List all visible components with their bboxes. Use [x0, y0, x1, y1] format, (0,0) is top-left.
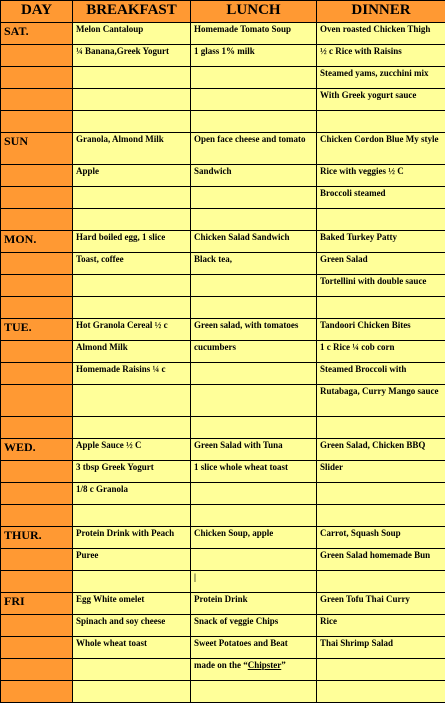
breakfast-cell: Hard boiled egg, 1 slice [73, 231, 191, 253]
breakfast-cell: Hot Granola Cereal ½ c [73, 319, 191, 341]
lunch-cell: Protein Drink [191, 593, 317, 615]
table-row [1, 165, 445, 187]
table-row [1, 45, 445, 67]
lunch-cell: Black tea, [191, 253, 317, 275]
table-row [1, 67, 445, 89]
lunch-cell [191, 505, 317, 527]
lunch-cell [191, 297, 317, 319]
lunch-cell [191, 681, 317, 703]
breakfast-cell [73, 505, 191, 527]
dinner-cell: Green Tofu Thai Curry [317, 593, 445, 615]
day-cell [1, 209, 73, 231]
day-cell [1, 363, 73, 385]
header-row [1, 1, 445, 23]
table-row [1, 187, 445, 209]
table-row [1, 417, 445, 439]
day-cell [1, 659, 73, 681]
day-cell: WED. [1, 439, 73, 461]
dinner-cell: Green Salad [317, 253, 445, 275]
breakfast-cell: Puree [73, 549, 191, 571]
dinner-cell: Carrot, Squash Soup [317, 527, 445, 549]
day-cell [1, 253, 73, 275]
breakfast-cell: Whole wheat toast [73, 637, 191, 659]
lunch-cell [191, 483, 317, 505]
dinner-cell: With Greek yogurt sauce [317, 89, 445, 111]
dinner-cell [317, 209, 445, 231]
dinner-cell: Baked Turkey Patty [317, 231, 445, 253]
breakfast-cell: Apple Sauce ½ C [73, 439, 191, 461]
table-row [1, 681, 445, 703]
breakfast-cell [73, 89, 191, 111]
lunch-cell [191, 89, 317, 111]
breakfast-cell: Spinach and soy cheese [73, 615, 191, 637]
lunch-cell [191, 417, 317, 439]
day-cell [1, 417, 73, 439]
dinner-cell [317, 111, 445, 133]
table-row [1, 461, 445, 483]
dinner-cell: Rutabaga, Curry Mango sauce [317, 385, 445, 417]
lunch-cell: cucumbers [191, 341, 317, 363]
dinner-cell: Green Salad, Chicken BBQ [317, 439, 445, 461]
day-cell [1, 45, 73, 67]
dinner-cell [317, 505, 445, 527]
day-cell [1, 165, 73, 187]
table-row [1, 593, 445, 615]
breakfast-cell [73, 111, 191, 133]
table-row [1, 549, 445, 571]
lunch-cell [191, 209, 317, 231]
lunch-cell: Chicken Soup, apple [191, 527, 317, 549]
table-row [1, 23, 445, 45]
dinner-cell: Tortellini with double sauce [317, 275, 445, 297]
day-cell [1, 341, 73, 363]
lunch-cell: 1 glass 1% milk [191, 45, 317, 67]
header-lunch: LUNCH [191, 1, 317, 23]
breakfast-cell: ¼ Banana,Greek Yogurt [73, 45, 191, 67]
lunch-cell [191, 363, 317, 385]
day-cell [1, 297, 73, 319]
lunch-cell: Green salad, with tomatoes [191, 319, 317, 341]
lunch-cell: 1 slice whole wheat toast [191, 461, 317, 483]
breakfast-cell: Apple [73, 165, 191, 187]
dinner-cell [317, 659, 445, 681]
dinner-cell [317, 681, 445, 703]
breakfast-cell [73, 209, 191, 231]
breakfast-cell: Melon Cantaloup [73, 23, 191, 45]
chipster-underlined-text: Chipster [248, 660, 282, 670]
day-cell [1, 275, 73, 297]
table-row [1, 439, 445, 461]
day-cell [1, 187, 73, 209]
lunch-cell: | [191, 571, 317, 593]
dinner-cell: Chicken Cordon Blue My style [317, 133, 445, 165]
table-row [1, 505, 445, 527]
table-row [1, 319, 445, 341]
day-cell [1, 637, 73, 659]
dinner-cell [317, 297, 445, 319]
breakfast-cell [73, 417, 191, 439]
dinner-cell: Oven roasted Chicken Thigh [317, 23, 445, 45]
lunch-cell [191, 275, 317, 297]
table-row [1, 571, 445, 593]
lunch-cell: made on the “Chipster” [191, 659, 317, 681]
table-row [1, 659, 445, 681]
day-cell: THUR. [1, 527, 73, 549]
dinner-cell: Tandoori Chicken Bites [317, 319, 445, 341]
lunch-cell: Snack of veggie Chips [191, 615, 317, 637]
dinner-cell: 1 c Rice ¼ cob corn [317, 341, 445, 363]
lunch-cell [191, 67, 317, 89]
lunch-cell [191, 111, 317, 133]
day-cell [1, 571, 73, 593]
lunch-cell [191, 385, 317, 417]
header-day: DAY [1, 1, 73, 23]
table-row [1, 637, 445, 659]
lunch-cell [191, 187, 317, 209]
breakfast-cell [73, 67, 191, 89]
breakfast-cell: Almond Milk [73, 341, 191, 363]
dinner-cell: Broccoli steamed [317, 187, 445, 209]
day-cell [1, 111, 73, 133]
breakfast-cell: 1/8 c Granola [73, 483, 191, 505]
day-cell [1, 505, 73, 527]
breakfast-cell [73, 659, 191, 681]
lunch-cell [191, 549, 317, 571]
day-cell [1, 615, 73, 637]
table-row [1, 209, 445, 231]
table-row [1, 341, 445, 363]
dinner-cell: Thai Shrimp Salad [317, 637, 445, 659]
day-cell [1, 681, 73, 703]
dinner-cell: Rice [317, 615, 445, 637]
table-row [1, 253, 445, 275]
table-row [1, 297, 445, 319]
breakfast-cell: Toast, coffee [73, 253, 191, 275]
lunch-cell: Sandwich [191, 165, 317, 187]
lunch-cell: Sweet Potatoes and Beat [191, 637, 317, 659]
day-cell: SUN [1, 133, 73, 165]
table-row [1, 133, 445, 165]
day-cell [1, 461, 73, 483]
breakfast-cell: 3 tbsp Greek Yogurt [73, 461, 191, 483]
table-row [1, 527, 445, 549]
breakfast-cell [73, 297, 191, 319]
breakfast-cell: Egg White omelet [73, 593, 191, 615]
breakfast-cell [73, 275, 191, 297]
dinner-cell [317, 417, 445, 439]
table-row [1, 385, 445, 417]
lunch-cell: Chicken Salad Sandwich [191, 231, 317, 253]
day-cell: TUE. [1, 319, 73, 341]
lunch-cell: Homemade Tomato Soup [191, 23, 317, 45]
dinner-cell: ½ c Rice with Raisins [317, 45, 445, 67]
table-row [1, 363, 445, 385]
table-row [1, 231, 445, 253]
breakfast-cell: Granola, Almond Milk [73, 133, 191, 165]
dinner-cell: Green Salad homemade Bun [317, 549, 445, 571]
breakfast-cell: Homemade Raisins ¼ c [73, 363, 191, 385]
table-row [1, 275, 445, 297]
header-breakfast: BREAKFAST [73, 1, 191, 23]
day-cell [1, 483, 73, 505]
dinner-cell: Rice with veggies ½ C [317, 165, 445, 187]
breakfast-cell [73, 385, 191, 417]
dinner-cell: Slider [317, 461, 445, 483]
day-cell: FRI [1, 593, 73, 615]
table-row [1, 111, 445, 133]
lunch-cell: Open face cheese and tomato [191, 133, 317, 165]
dinner-cell [317, 483, 445, 505]
day-cell [1, 89, 73, 111]
dinner-cell: Steamed yams, zucchini mix [317, 67, 445, 89]
breakfast-cell [73, 571, 191, 593]
breakfast-cell: Protein Drink with Peach [73, 527, 191, 549]
day-cell [1, 67, 73, 89]
day-cell: MON. [1, 231, 73, 253]
breakfast-cell [73, 681, 191, 703]
dinner-cell [317, 571, 445, 593]
header-dinner: DINNER [317, 1, 445, 23]
table-row [1, 615, 445, 637]
breakfast-cell [73, 187, 191, 209]
day-cell [1, 385, 73, 417]
dinner-cell: Steamed Broccoli with [317, 363, 445, 385]
day-cell [1, 549, 73, 571]
lunch-cell: Green Salad with Tuna [191, 439, 317, 461]
table-row [1, 89, 445, 111]
day-cell: SAT. [1, 23, 73, 45]
table-row [1, 483, 445, 505]
table-body [1, 23, 445, 703]
